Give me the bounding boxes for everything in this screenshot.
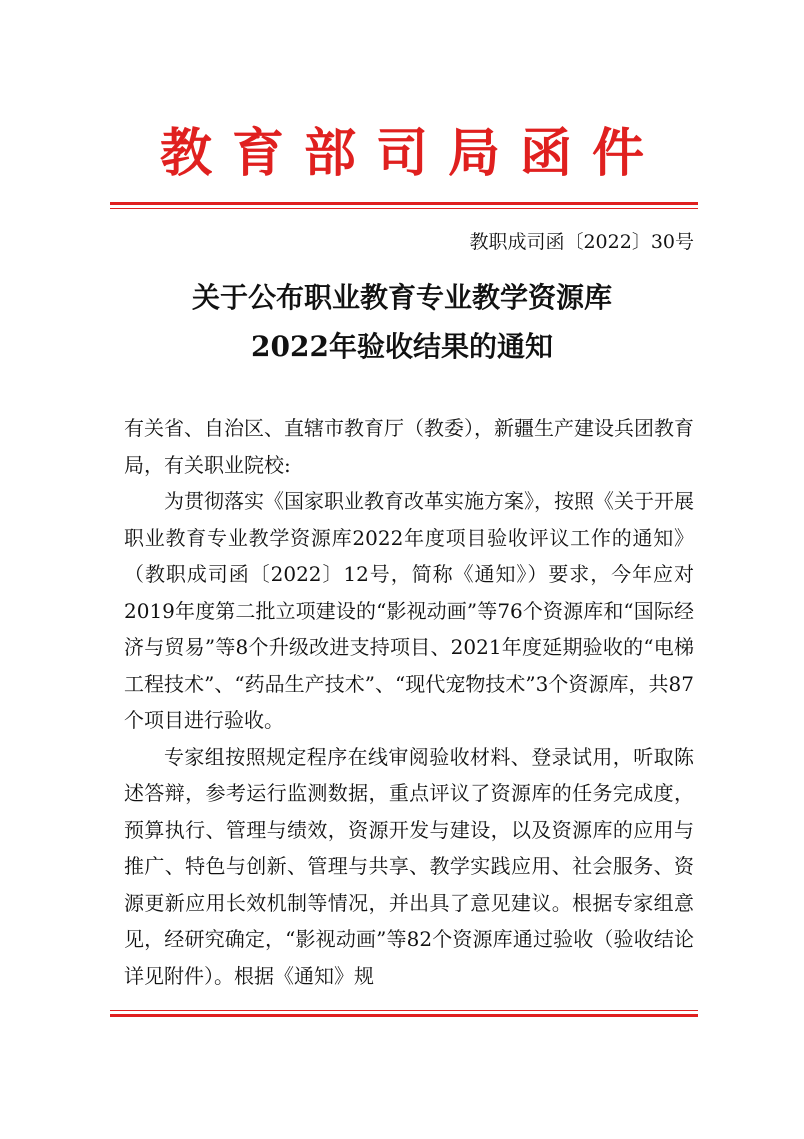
letterhead-rule-bottom xyxy=(110,208,698,209)
footer-rule-bottom xyxy=(110,1014,698,1017)
document-number: 教职成司函〔2022〕30号 xyxy=(469,231,694,253)
footer-rule-top xyxy=(110,1010,698,1011)
document-title-line-2: 2022年验收结果的通知 xyxy=(251,330,553,363)
letterhead-title: 教育部司局函件 xyxy=(159,123,664,184)
paragraph-1: 为贯彻落实《国家职业教育改革实施方案》，按照《关于开展职业教育专业教学资源库2022年度项目验收评议工作的通知》（教职成司函〔2022〕12号，简称《通知》）要求，今年应对2019年度第二批立项建设的“影视动画”等76个资源库和“国际经济与贸易”等8个升级改进支持项目、2021年度延期验收的“电梯工程技术”、“药品生产技术”、“现代宠物技术”3个资源库，共87个项目进行验收。 xyxy=(124,489,694,732)
document-title-line-1: 关于公布职业教育专业教学资源库 xyxy=(191,281,612,314)
document-body xyxy=(124,410,694,994)
letterhead-rule-top xyxy=(110,202,698,205)
paragraph-2: 专家组按照规定程序在线审阅验收材料、登录试用，听取陈述答辩，参考运行监测数据，重点评议了资源库的任务完成度，预算执行、管理与绩效，资源开发与建设，以及资源库的应用与推广、特色与创新、管理与共享、教学实践应用、社会服务、资源更新应用长效机制等情况，并出具了意见建议。根据专家组意见，经研究确定，“影视动画”等82个资源库通过验收（验收结论详见附件）。根据《通知》规 xyxy=(124,744,694,988)
salutation: 有关省、自治区、直辖市教育厅（教委），新疆生产建设兵团教育局，有关职业院校: xyxy=(124,416,694,477)
